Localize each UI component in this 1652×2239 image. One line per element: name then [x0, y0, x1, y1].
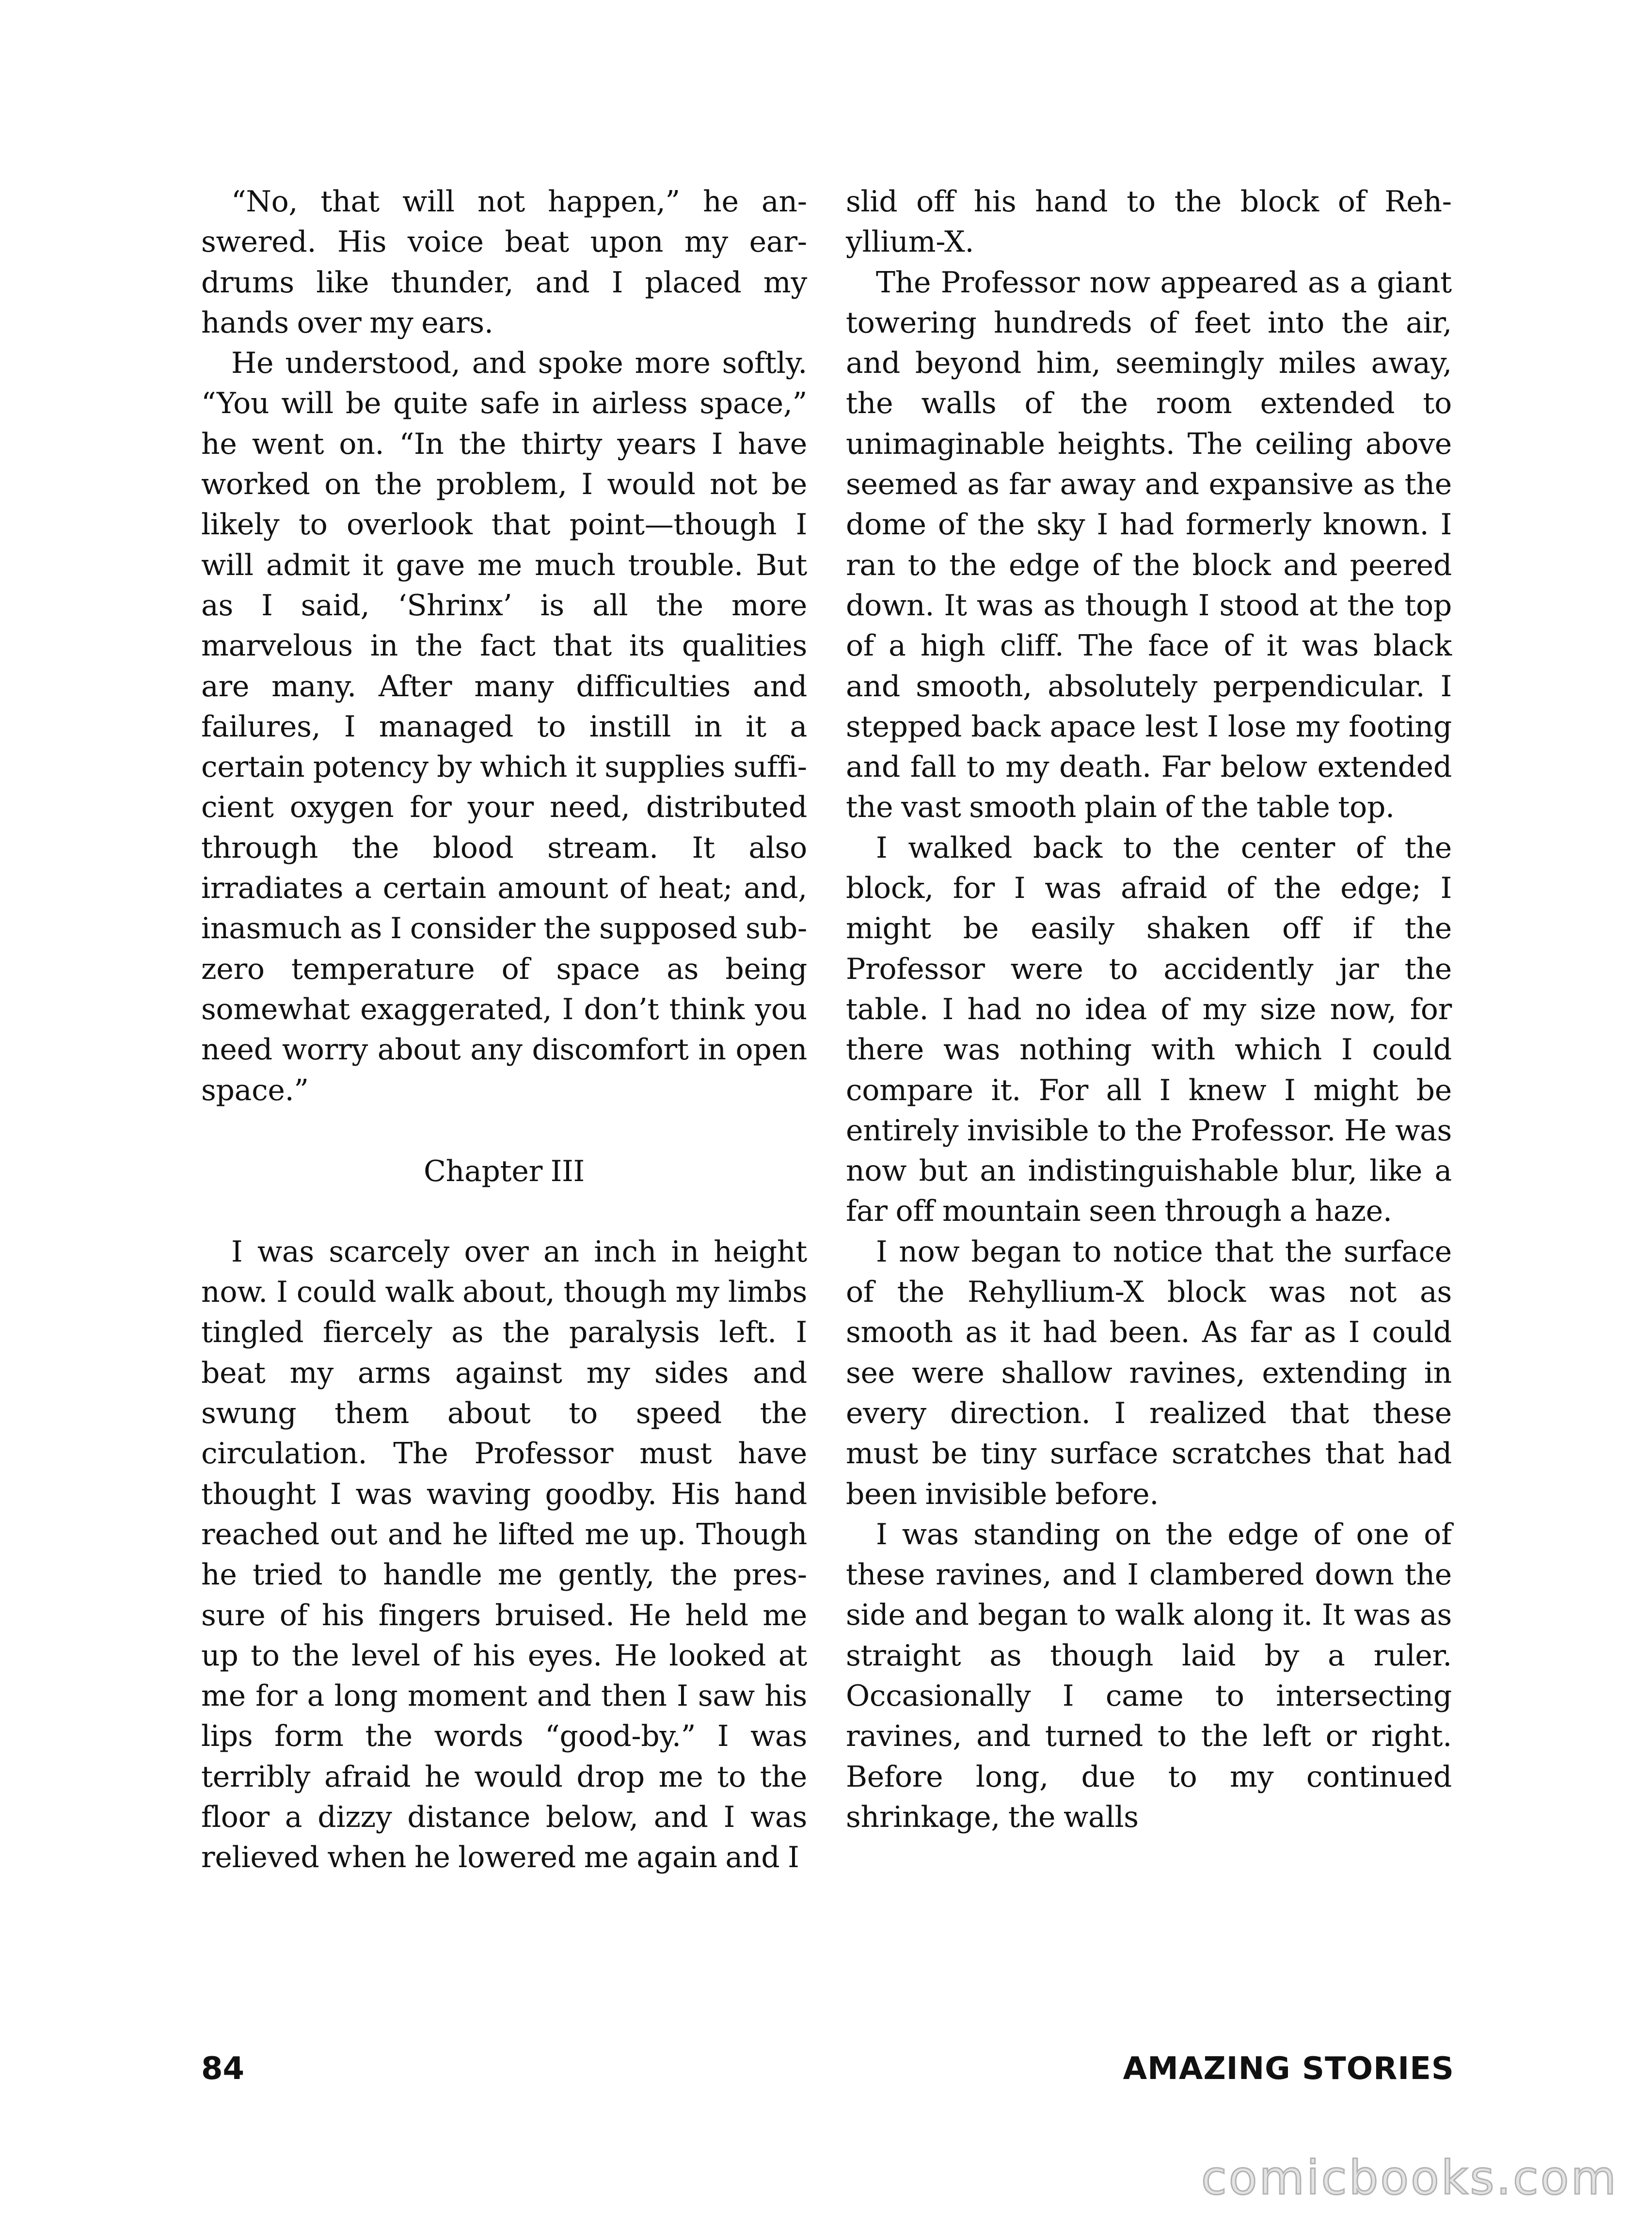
paragraph: The Professor now appeared as a giant towering hundreds of feet into the air, and beyond him, seemingly miles away, the walls of the room extended to unimaginable heights. The ceiling above seemed as far away and expansive as the dome of the sky I had formerly known. I ran to the edge of the block and peered down. It was as though I stood at the top of a high cliff. The face of it was black and smooth, absolutely perpendicular. I stepped back apace lest I lose my footing and fall to my death. Far below extended the vast smooth plain of the table top. — [846, 265, 1452, 825]
paragraph: He understood, and spoke more softly. “You will be quite safe in airless space,” he went on. “In the thirty years I have worked on the problem, I would not be likely to overlook that point—though I will admit it gave me much trouble. But as I said, ‘Shrinx’ is all the more marvelous in the fact that its qualities are many. After many difficulties and failures, I managed to instill in it a certain potency by which it supplies sufficient oxygen for your need, distributed through the blood stream. It also irradiates a certain amount of heat; and, inasmuch as I consider the supposed sub-zero temperature of space as being somewhat exaggerated, I don’t think you need worry about any discomfort in open space.” — [201, 346, 807, 1107]
paragraph: “No, that will not happen,” he answered. His voice beat upon my eardrums like thunder, and I placed my hands over my ears. — [201, 185, 807, 340]
page-number: 84 — [201, 2051, 245, 2087]
left-column — [201, 182, 807, 1878]
paragraph-continuation: slid off his hand to the block of Rehyllium-X. — [846, 185, 1452, 259]
watermark: comicbooks.com — [1201, 2151, 1618, 2205]
paragraph: I now began to notice that the surface of the Rehyllium-X block was not as smooth as it had been. As far as I could see were shallow ravines, extending in every direction. I realized that these must be tiny surface scratches that had been invisible before. — [846, 1234, 1452, 1511]
paragraph: I was scarcely over an inch in height now. I could walk about, though my limbs tingled fiercely as the paralysis left. I beat my arms against my sides and swung them about to speed the circulation. The Professor must have thought I was waving goodby. His hand reached out and he lifted me up. Though he tried to handle me gently, the pressure of his fingers bruised. He held me up to the level of his eyes. He looked at me for a long moment and then I saw his lips form the words “good-by.” I was terribly afraid he would drop me to the floor a dizzy distance below, and I was relieved when he lowered me again and I — [201, 1234, 807, 1875]
paragraph: I was standing on the edge of one of these ravines, and I clambered down the side and began to walk along it. It was as straight as though laid by a ruler. Occasionally I came to intersecting ravines, and turned to the left or right. Before long, due to my continued shrinkage, the walls — [846, 1517, 1452, 1834]
chapter-heading: Chapter III — [424, 1154, 585, 1188]
magazine-title: AMAZING STORIES — [1123, 2051, 1454, 2087]
right-column — [846, 182, 1452, 1838]
paragraph: I walked back to the center of the block, for I was afraid of the edge; I might be easily shaken off if the Professor were to accidently jar the table. I had no idea of my size now, for there was nothing with which I could compare it. For all I knew I might be entirely invisible to the Professor. He was now but an indistinguishable blur, like a far off mountain seen through a haze. — [846, 831, 1452, 1229]
